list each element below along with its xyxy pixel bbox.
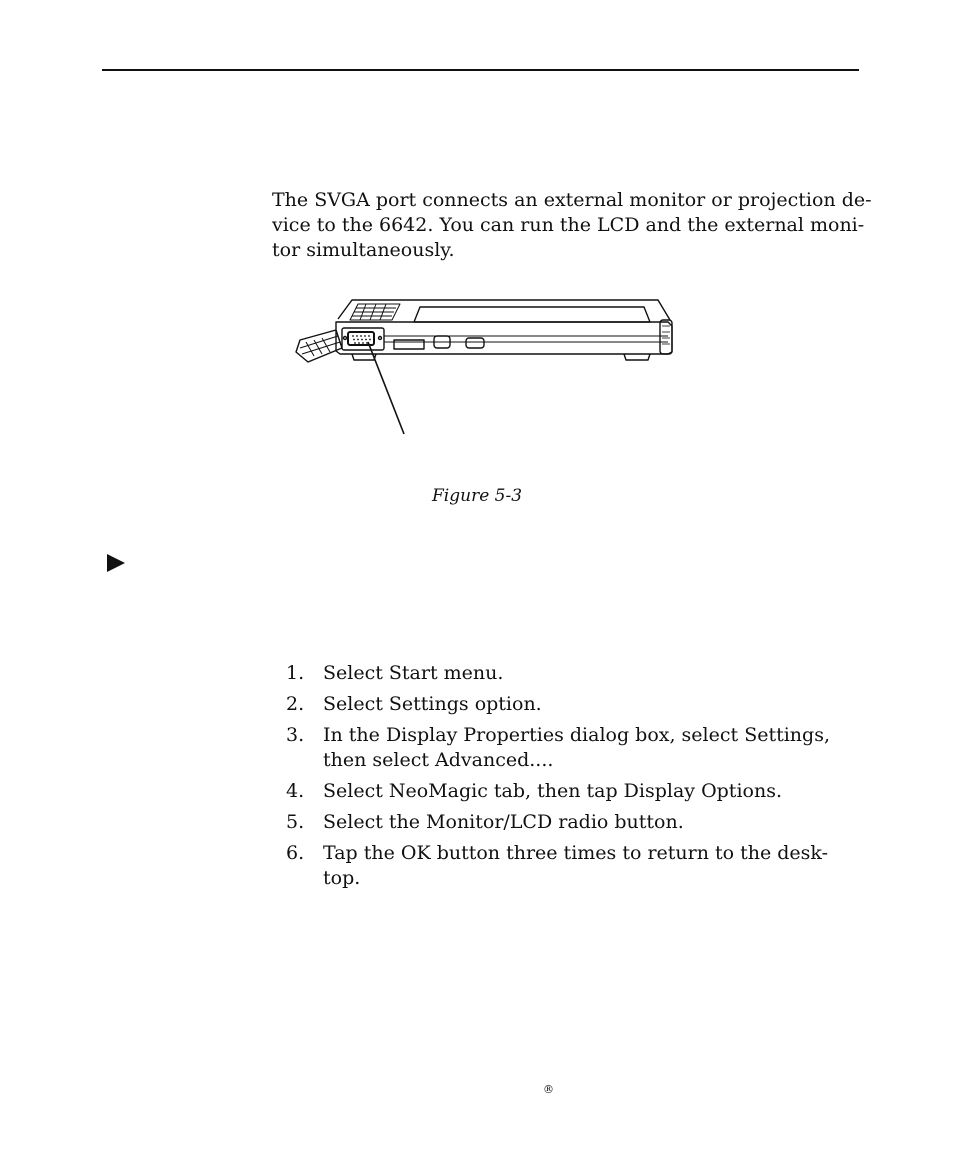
intro-paragraph [272, 188, 872, 263]
step-line: Select Settings option. [323, 693, 542, 715]
step-text [323, 692, 846, 717]
step-line: Select the Monitor/LCD radio button. [323, 811, 684, 833]
step-line: top. [323, 867, 361, 889]
step-line: Select Start menu. [323, 662, 504, 684]
step-number: 6. [286, 842, 305, 864]
procedure-steps [286, 661, 846, 897]
list-item [286, 723, 846, 773]
list-item [286, 810, 846, 835]
step-line: then select Advanced.... [323, 749, 554, 771]
step-text [323, 779, 846, 804]
step-text [323, 841, 846, 891]
intro-line: tor simultaneously. [272, 239, 455, 261]
intro-line: vice to the 6642. You can run the LCD and the external moni- [272, 214, 865, 236]
step-text [323, 810, 846, 835]
registered-mark: ® [543, 1083, 554, 1096]
step-number: 1. [286, 662, 305, 684]
right-triangle-icon [107, 554, 125, 572]
intro-line: The SVGA port connects an external monitor or projection de- [272, 189, 872, 211]
step-number: 3. [286, 724, 305, 746]
list-item [286, 661, 846, 686]
device-illustration [292, 296, 678, 436]
step-line: Tap the OK button three times to return to the desk- [323, 842, 829, 864]
step-line: In the Display Properties dialog box, select Settings, [323, 724, 830, 746]
list-item [286, 841, 846, 891]
step-number: 4. [286, 780, 305, 802]
step-text [323, 661, 846, 686]
step-number: 2. [286, 693, 305, 715]
step-line: Select NeoMagic tab, then tap Display Options. [323, 780, 782, 802]
step-number: 5. [286, 811, 305, 833]
step-text [323, 723, 846, 773]
figure-caption: Figure 5-3 [432, 486, 523, 506]
header-rule [102, 69, 859, 71]
list-item [286, 692, 846, 717]
list-item [286, 779, 846, 804]
